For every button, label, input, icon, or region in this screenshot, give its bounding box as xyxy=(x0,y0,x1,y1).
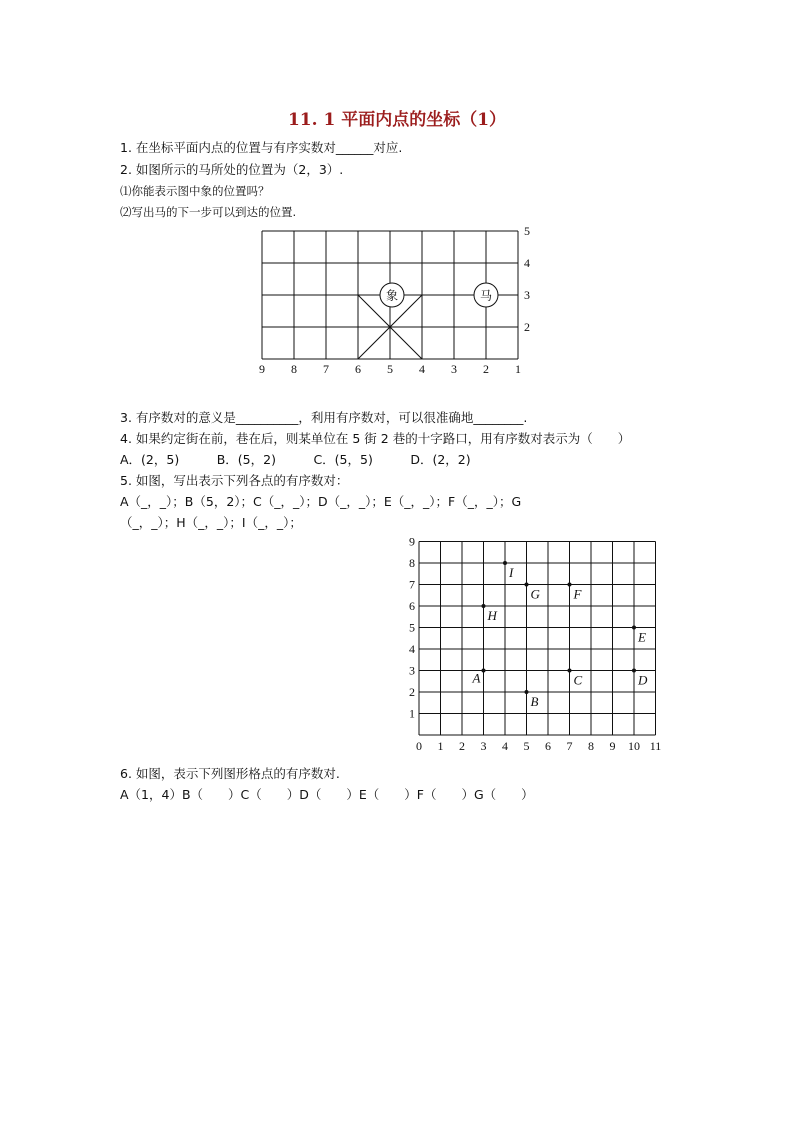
chess-bottom-label: 9 xyxy=(259,362,265,376)
point-e-dot xyxy=(632,626,636,630)
coordinate-grid-figure xyxy=(405,535,685,755)
chess-bottom-label: 3 xyxy=(451,362,457,376)
coordinate-points xyxy=(472,561,648,709)
xiang-piece xyxy=(380,283,404,307)
chess-right-label: 2 xyxy=(524,320,530,334)
chess-bottom-label: 4 xyxy=(419,362,425,376)
chess-bottom-label: 1 xyxy=(515,362,521,376)
point-c-dot xyxy=(568,669,572,673)
point-e-label: E xyxy=(638,629,646,645)
point-b-dot xyxy=(525,690,529,694)
question-5-blanks-line-1: A（_，_）；B（5，2）；C（_，_）；D（_，_）；E（_，_）；F（_，_）；G xyxy=(120,494,522,509)
y-tick-label: 2 xyxy=(409,685,415,699)
y-tick-label: 9 xyxy=(409,534,415,549)
x-tick-label: 9 xyxy=(609,739,616,753)
point-b-label: B xyxy=(530,694,539,709)
point-g-dot xyxy=(525,583,529,587)
point-g-label: G xyxy=(530,586,540,602)
x-tick-label: 1 xyxy=(437,739,444,753)
x-tick-label: 5 xyxy=(523,739,530,753)
ma-label: 马 xyxy=(479,288,493,303)
x-tick-label: 2 xyxy=(459,739,465,753)
x-tick-label: 11 xyxy=(649,739,662,753)
y-tick-label: 5 xyxy=(409,620,415,635)
point-a-dot xyxy=(482,669,486,673)
ma-piece xyxy=(474,283,498,307)
point-i-label: I xyxy=(509,565,514,580)
page-title: 11. 1 平面内点的坐标（1） xyxy=(287,110,507,130)
chess-board-figure xyxy=(250,225,540,380)
coordinate-axis-labels xyxy=(409,535,661,754)
point-a-label: A xyxy=(472,670,481,686)
chess-bottom-label: 6 xyxy=(355,362,361,376)
point-f-label: F xyxy=(573,586,582,602)
x-tick-label: 8 xyxy=(588,739,594,753)
xiang-label: 象 xyxy=(385,288,399,303)
chess-bottom-label: 7 xyxy=(323,362,329,376)
question-1: 1. 在坐标平面内点的位置与有序实数对______对应. xyxy=(120,140,403,155)
x-tick-label: 0 xyxy=(416,739,422,753)
point-c-label: C xyxy=(573,672,583,688)
y-tick-label: 1 xyxy=(409,706,415,721)
x-tick-label: 10 xyxy=(628,739,640,753)
x-tick-label: 7 xyxy=(566,739,573,753)
y-tick-label: 7 xyxy=(409,577,415,592)
y-tick-label: 6 xyxy=(409,599,415,613)
question-6: 6. 如图，表示下列图形格点的有序数对. xyxy=(120,766,340,781)
question-2-part-1: ⑴你能表示图中象的位置吗？ xyxy=(120,184,270,198)
point-h-label: H xyxy=(487,608,497,623)
chess-right-label: 3 xyxy=(524,288,530,302)
y-tick-label: 4 xyxy=(409,642,415,656)
question-5: 5. 如图，写出表示下列各点的有序数对： xyxy=(120,473,349,488)
chess-bottom-label: 8 xyxy=(291,362,297,376)
chess-bottom-label: 5 xyxy=(387,362,393,376)
chess-right-label: 4 xyxy=(524,256,530,270)
question-4: 4. 如果约定街在前，巷在后，则某单位在 5 街 2 巷的十字路口，用有序数对表示为（ ） xyxy=(120,431,631,446)
point-d-label: D xyxy=(638,672,648,688)
chess-right-label: 5 xyxy=(524,224,530,238)
question-2-part-2: ⑵写出马的下一步可以到达的位置. xyxy=(120,205,297,219)
point-f-dot xyxy=(568,583,572,587)
y-tick-label: 8 xyxy=(409,556,415,570)
chess-bottom-label: 2 xyxy=(483,362,489,376)
x-tick-label: 3 xyxy=(480,739,487,753)
point-h-dot xyxy=(482,604,486,608)
question-3: 3. 有序数对的意义是__________，利用有序数对，可以很准确地________. xyxy=(120,410,528,425)
question-6-blanks: A（1，4）B（ ）C（ ）D（ ）E（ ）F（ ）G（ ） xyxy=(120,787,534,802)
question-5-blanks-line-2: （_，_）；H（_，_）；I（_，_）； xyxy=(120,515,302,530)
point-i-dot xyxy=(503,561,507,565)
x-tick-label: 4 xyxy=(502,739,508,753)
x-tick-label: 6 xyxy=(545,739,551,753)
y-tick-label: 3 xyxy=(409,663,415,678)
question-4-options: A．(2，5) B．(5，2) C．(5，5) D．(2，2) xyxy=(120,452,471,467)
question-2: 2. 如图所示的马所处的位置为（2，3）. xyxy=(120,162,344,177)
point-d-dot xyxy=(632,669,636,673)
